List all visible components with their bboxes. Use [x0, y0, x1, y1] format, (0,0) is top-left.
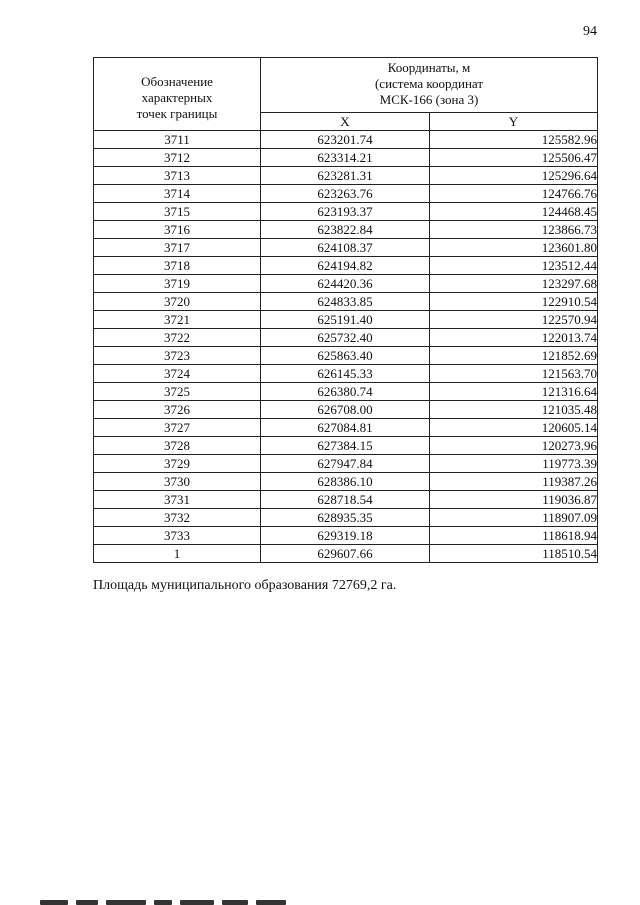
table-row [94, 293, 598, 311]
cell-point: 3716 [94, 221, 261, 239]
coordinates-table [93, 57, 598, 563]
header-point-designation [94, 58, 261, 131]
cell-y: 123601.80 [430, 239, 598, 257]
cell-x: 624194.82 [261, 257, 430, 275]
cell-y: 120273.96 [430, 437, 598, 455]
cell-point: 3730 [94, 473, 261, 491]
table-row [94, 311, 598, 329]
cell-point: 3714 [94, 185, 261, 203]
cell-y: 123866.73 [430, 221, 598, 239]
cell-y: 121316.64 [430, 383, 598, 401]
cell-x: 627947.84 [261, 455, 430, 473]
cell-x: 628718.54 [261, 491, 430, 509]
cell-x: 623201.74 [261, 131, 430, 149]
cell-x: 625191.40 [261, 311, 430, 329]
header-y: Y [430, 113, 598, 131]
cell-y: 119773.39 [430, 455, 598, 473]
cell-y: 120605.14 [430, 419, 598, 437]
table-row [94, 347, 598, 365]
table-row [94, 455, 598, 473]
cell-point: 3719 [94, 275, 261, 293]
cell-y: 118618.94 [430, 527, 598, 545]
cell-point: 3721 [94, 311, 261, 329]
cell-point: 3724 [94, 365, 261, 383]
table-row [94, 149, 598, 167]
table-row [94, 257, 598, 275]
cell-x: 623314.21 [261, 149, 430, 167]
municipality-area-text: Площадь муниципального образования 72769,2 га. [93, 578, 397, 593]
cell-point: 1 [94, 545, 261, 563]
table-row [94, 491, 598, 509]
cell-x: 623193.37 [261, 203, 430, 221]
cell-y: 125296.64 [430, 167, 598, 185]
cell-x: 625732.40 [261, 329, 430, 347]
table-row [94, 275, 598, 293]
cell-point: 3713 [94, 167, 261, 185]
table-row [94, 527, 598, 545]
table-row [94, 383, 598, 401]
page-number: 94 [583, 24, 597, 39]
header-coordinates-line-3: МСК-166 (зона 3) [379, 92, 479, 107]
cell-point: 3732 [94, 509, 261, 527]
cell-y: 122570.94 [430, 311, 598, 329]
table-row [94, 329, 598, 347]
table-row [94, 131, 598, 149]
cell-y: 121563.70 [430, 365, 598, 383]
cell-point: 3718 [94, 257, 261, 275]
cell-x: 626380.74 [261, 383, 430, 401]
cell-x: 625863.40 [261, 347, 430, 365]
cropped-text-fragment [40, 892, 340, 905]
cell-y: 122910.54 [430, 293, 598, 311]
cell-x: 624833.85 [261, 293, 430, 311]
cell-point: 3723 [94, 347, 261, 365]
header-coordinates-line-2: (система координат [374, 76, 484, 91]
cell-point: 3728 [94, 437, 261, 455]
cell-y: 125506.47 [430, 149, 598, 167]
cell-point: 3727 [94, 419, 261, 437]
cell-x: 627084.81 [261, 419, 430, 437]
cell-y: 121035.48 [430, 401, 598, 419]
cell-y: 119387.26 [430, 473, 598, 491]
cell-point: 3712 [94, 149, 261, 167]
cell-y: 121852.69 [430, 347, 598, 365]
cell-point: 3722 [94, 329, 261, 347]
table-row [94, 239, 598, 257]
table-row [94, 401, 598, 419]
header-coordinates [261, 58, 598, 113]
cell-x: 628386.10 [261, 473, 430, 491]
cell-y: 122013.74 [430, 329, 598, 347]
cell-y: 118510.54 [430, 545, 598, 563]
table-row [94, 437, 598, 455]
cell-x: 629607.66 [261, 545, 430, 563]
cell-x: 627384.15 [261, 437, 430, 455]
cell-y: 119036.87 [430, 491, 598, 509]
cell-y: 124468.45 [430, 203, 598, 221]
table-header-row [94, 58, 598, 113]
cell-y: 124766.76 [430, 185, 598, 203]
table-row [94, 221, 598, 239]
header-designation-line-1: Обозначение [141, 74, 213, 89]
table-row [94, 473, 598, 491]
cell-point: 3729 [94, 455, 261, 473]
cell-point: 3717 [94, 239, 261, 257]
table-row [94, 185, 598, 203]
header-designation-line-2: характерных [141, 90, 213, 105]
cell-x: 624108.37 [261, 239, 430, 257]
cell-point: 3715 [94, 203, 261, 221]
cell-x: 626145.33 [261, 365, 430, 383]
cell-y: 123512.44 [430, 257, 598, 275]
cell-point: 3726 [94, 401, 261, 419]
header-coordinates-line-1: Координаты, м [387, 60, 471, 75]
table-row [94, 509, 598, 527]
cell-y: 125582.96 [430, 131, 598, 149]
cell-point: 3725 [94, 383, 261, 401]
cell-point: 3731 [94, 491, 261, 509]
table-row [94, 167, 598, 185]
cell-x: 623281.31 [261, 167, 430, 185]
header-designation-line-3: точек границы [136, 106, 218, 121]
cell-y: 123297.68 [430, 275, 598, 293]
table-row [94, 365, 598, 383]
cell-point: 3733 [94, 527, 261, 545]
cell-x: 628935.35 [261, 509, 430, 527]
cell-x: 623263.76 [261, 185, 430, 203]
table-row [94, 545, 598, 563]
table-row [94, 419, 598, 437]
cell-point: 3711 [94, 131, 261, 149]
header-x: X [261, 113, 430, 131]
cell-y: 118907.09 [430, 509, 598, 527]
cell-x: 623822.84 [261, 221, 430, 239]
cell-x: 624420.36 [261, 275, 430, 293]
cell-x: 629319.18 [261, 527, 430, 545]
cell-point: 3720 [94, 293, 261, 311]
table-row [94, 203, 598, 221]
cell-x: 626708.00 [261, 401, 430, 419]
